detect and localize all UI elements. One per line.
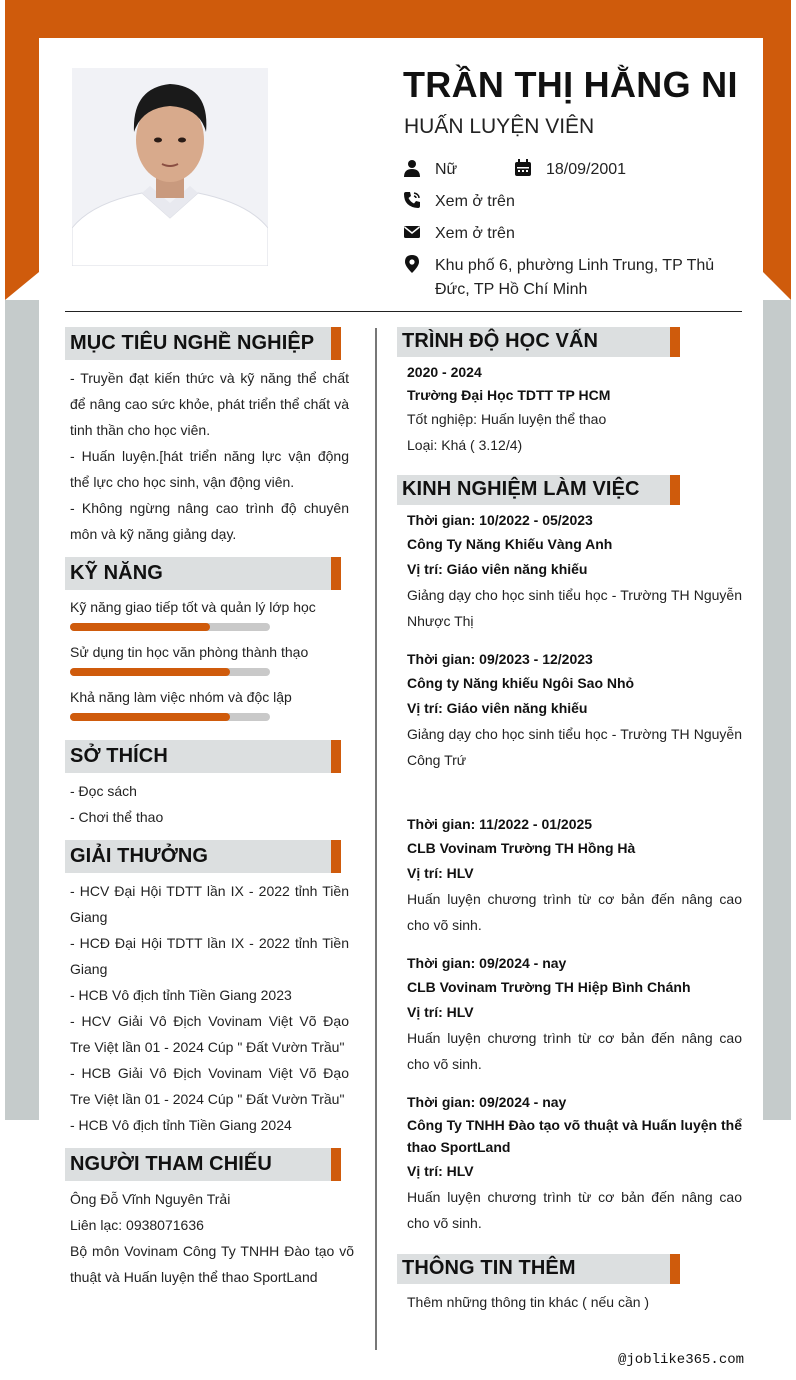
hobbies-list (70, 778, 349, 830)
education-period: 2020 - 2024 (407, 364, 482, 380)
job-entry (407, 509, 742, 634)
awards-list (70, 878, 349, 1138)
section-title: SỞ THÍCH (70, 745, 168, 767)
section-title: NGƯỜI THAM CHIẾU (70, 1153, 272, 1175)
job-time: Thời gian: 09/2023 - 12/2023 (407, 651, 593, 667)
education-block (407, 360, 742, 458)
skill-bar (70, 623, 270, 631)
birthdate-row (514, 158, 626, 182)
references-block (70, 1186, 354, 1290)
section-title: GIẢI THƯỞNG (70, 845, 209, 867)
job-description: Giảng dạy cho học sinh tiểu học - Trường TH Nguyễn Nhược Thị (407, 587, 742, 629)
section-header-references (65, 1148, 341, 1181)
award-item: - HCB Vô địch tỉnh Tiền Giang 2024 (70, 1117, 292, 1133)
award-item: - HCB Vô địch tỉnh Tiền Giang 2023 (70, 987, 292, 1003)
gender-value: Nữ (435, 161, 458, 178)
award-item: - HCĐ Đại Hội TDTT lần IX - 2022 tỉnh Tiền Giang (70, 935, 349, 977)
job-company: Công Ty Năng Khiếu Vàng Anh (407, 536, 613, 552)
skill-bar-fill (70, 623, 210, 631)
reference-org: Bộ môn Vovinam Công Ty TNHH Đào tạo võ thuật và Huấn luyện thể thao SportLand (70, 1243, 354, 1285)
job-entry (407, 648, 742, 773)
extra-text: Thêm những thông tin khác ( nếu cần ) (407, 1294, 650, 1310)
frame-notch-left (5, 272, 39, 300)
section-header-hobbies (65, 740, 341, 773)
section-header-education (397, 327, 680, 357)
job-description: Huấn luyện chương trình từ cơ bản đến nâng cao cho võ sinh. (407, 1189, 742, 1231)
envelope-icon (403, 223, 421, 241)
section-title: KINH NGHIỆM LÀM VIỆC (402, 478, 640, 500)
section-header-skills (65, 557, 341, 590)
job-position: Vị trí: HLV (407, 865, 474, 881)
candidate-name: TRẦN THỊ HẰNG NI (403, 64, 738, 105)
phone-value: Xem ở trên (435, 193, 515, 210)
objective-line: - Truyền đạt kiến thức và kỹ năng thể chất để nâng cao sức khỏe, phát triển thể chất và tinh thần cho học viên. (70, 370, 349, 438)
skill-label: Khả năng làm việc nhóm và độc lập (70, 689, 292, 705)
section-title: THÔNG TIN THÊM (402, 1257, 576, 1279)
job-description: Huấn luyện chương trình từ cơ bản đến nâng cao cho võ sinh. (407, 1030, 742, 1072)
skill-bar-fill (70, 713, 230, 721)
calendar-icon (514, 159, 532, 177)
job-time: Thời gian: 09/2024 - nay (407, 1094, 567, 1110)
education-grade: Loại: Khá ( 3.12/4) (407, 437, 523, 453)
section-header-experience (397, 475, 680, 505)
job-time: Thời gian: 10/2022 - 05/2023 (407, 512, 593, 528)
job-description: Huấn luyện chương trình từ cơ bản đến nâng cao cho võ sinh. (407, 891, 742, 933)
phone-icon (403, 191, 421, 209)
watermark: @joblike365.com (618, 1352, 745, 1368)
email-value: Xem ở trên (435, 225, 515, 242)
section-header-extra (397, 1254, 680, 1284)
skill-bar (70, 668, 270, 676)
gender-row (403, 158, 457, 182)
job-time: Thời gian: 11/2022 - 01/2025 (407, 816, 593, 832)
section-title: TRÌNH ĐỘ HỌC VẤN (402, 330, 599, 352)
job-company: Công Ty TNHH Đào tạo võ thuật và Huấn luyện thể thao SportLand (407, 1117, 742, 1155)
job-company: CLB Vovinam Trường TH Hồng Hà (407, 840, 636, 856)
job-position: Vị trí: Giáo viên năng khiếu (407, 700, 588, 716)
reference-name: Ông Đỗ Vĩnh Nguyên Trải (70, 1191, 231, 1207)
address-row (403, 254, 723, 302)
objective-line: - Không ngừng nâng cao trình độ chuyên môn và kỹ năng giảng dạy. (70, 500, 349, 542)
job-title: HUẤN LUYỆN VIÊN (404, 115, 595, 138)
phone-row (403, 190, 515, 214)
skill-bar (70, 713, 270, 721)
section-title: MỤC TIÊU NGHỀ NGHIỆP (70, 332, 315, 354)
frame-right-band (763, 300, 791, 1120)
award-item: - HCB Giải Vô Địch Vovinam Việt Võ Đạo Tre Việt lần 01 - 2024 Cúp " Đất Vườn Trầu" (70, 1065, 349, 1107)
award-item: - HCV Đại Hội TDTT lần IX - 2022 tỉnh Tiền Giang (70, 883, 349, 925)
job-entry (407, 1091, 742, 1236)
education-school: Trường Đại Học TDTT TP HCM (407, 387, 611, 403)
email-row (403, 222, 515, 246)
job-position: Vị trí: HLV (407, 1163, 474, 1179)
education-major: Tốt nghiệp: Huấn luyện thể thao (407, 411, 607, 427)
job-company: CLB Vovinam Trường TH Hiệp Bình Chánh (407, 979, 691, 995)
job-position: Vị trí: HLV (407, 1004, 474, 1020)
hobby-item: - Chơi thể thao (70, 809, 164, 825)
job-entry (407, 952, 742, 1077)
section-header-awards (65, 840, 341, 873)
header-divider (65, 311, 742, 312)
location-pin-icon (403, 255, 421, 273)
hobby-item: - Đọc sách (70, 783, 137, 799)
job-company: Công ty Năng khiếu Ngôi Sao Nhỏ (407, 675, 635, 691)
reference-contact: Liên lạc: 0938071636 (70, 1217, 204, 1233)
profile-photo (72, 68, 268, 266)
skill-bar-fill (70, 668, 230, 676)
job-entry (407, 813, 742, 938)
skill-label: Kỹ năng giao tiếp tốt và quản lý lớp học (70, 599, 316, 615)
column-divider (375, 328, 377, 1350)
frame-notch-right (763, 272, 791, 300)
skill-label: Sử dụng tin học văn phòng thành thạo (70, 644, 309, 660)
frame-left-band (5, 300, 39, 1120)
objective-text (70, 365, 349, 547)
job-position: Vị trí: Giáo viên năng khiếu (407, 561, 588, 577)
job-time: Thời gian: 09/2024 - nay (407, 955, 567, 971)
objective-line: - Huấn luyện.[hát triển năng lực vận động thể lực cho học sinh, vận động viên. (70, 448, 349, 490)
award-item: - HCV Giải Vô Địch Vovinam Việt Võ Đạo Tre Việt lần 01 - 2024 Cúp " Đất Vườn Trầu" (70, 1013, 349, 1055)
section-title: KỸ NĂNG (70, 562, 163, 584)
address-value: Khu phố 6, phường Linh Trung, TP Thủ Đức, TP Hồ Chí Minh (435, 257, 715, 298)
birthdate-value: 18/09/2001 (546, 161, 627, 178)
section-header-objective (65, 327, 341, 360)
job-description: Giảng dạy cho học sinh tiểu học - Trường TH Nguyễn Công Trứ (407, 726, 742, 768)
person-icon (403, 159, 421, 177)
